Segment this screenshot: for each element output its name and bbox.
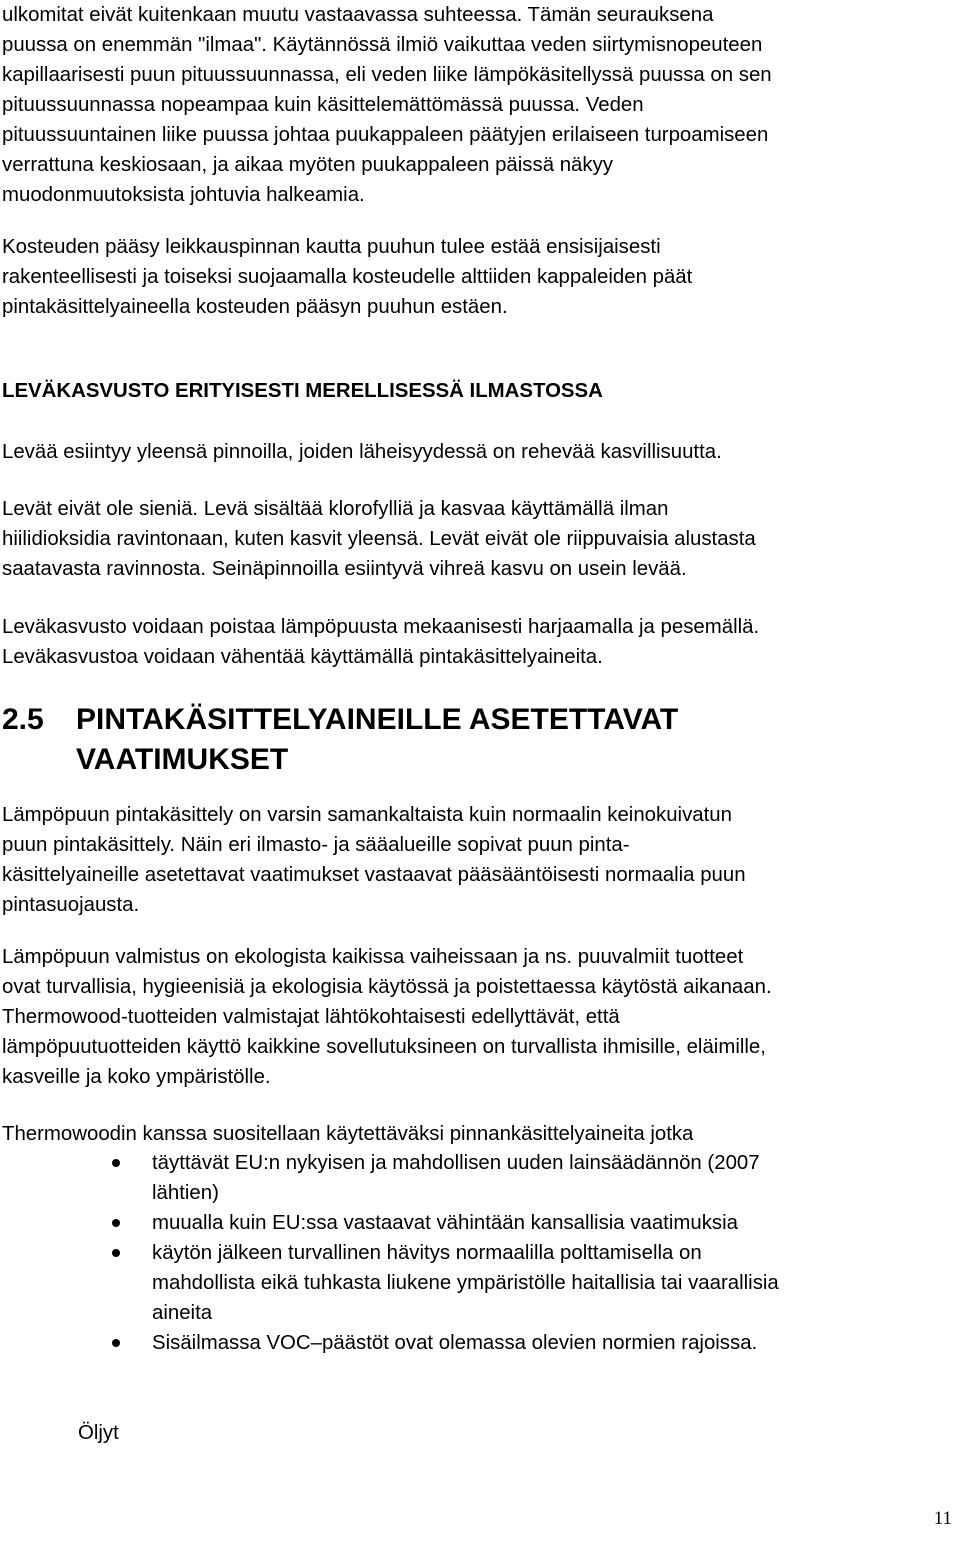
paragraph-wood-structure xyxy=(2,0,958,210)
text-line: hiilidioksidia ravintonaan, kuten kasvit yleensä. Levät eivät ole riippuvaisia alustasta xyxy=(2,528,756,550)
text-line: Leväkasvusto voidaan poistaa lämpöpuusta mekaanisesti harjaamalla ja pesemällä. xyxy=(2,616,760,638)
chapter-number: 2.5 xyxy=(2,703,44,736)
paragraph-moisture-protection xyxy=(2,232,958,322)
text-line: käytön jälkeen turvallinen hävitys normaalilla polttamisella on xyxy=(152,1242,702,1264)
paragraph-surface-treatment xyxy=(2,800,958,920)
paragraph-recommendation-intro xyxy=(2,1119,958,1149)
paragraph-algae-nature xyxy=(2,494,958,584)
paragraph-algae-occurrence xyxy=(2,437,958,467)
text-line: lämpöpuutuotteiden käyttö kaikkine sovellutuksineen on turvallista ihmisille, eläimille, xyxy=(2,1036,766,1058)
text-line: Levää esiintyy yleensä pinnoilla, joiden läheisyydessä on rehevää kasvillisuutta. xyxy=(2,441,722,463)
text-line: muualla kuin EU:ssa vastaavat vähintään kansallisia vaatimuksia xyxy=(152,1212,738,1234)
chapter-heading xyxy=(2,700,678,780)
text-line: kapillaarisesti puun pituussuunnassa, eli veden liike lämpökäsitellyssä puussa on sen xyxy=(2,64,772,86)
text-line: kasveille ja koko ympäristölle. xyxy=(2,1066,271,1088)
text-line: muodonmuutoksista johtuvia halkeamia. xyxy=(2,184,365,206)
text-line: lähtien) xyxy=(152,1182,219,1204)
list-item xyxy=(0,1208,779,1238)
text-line: verrattuna keskiosaan, ja aikaa myöten puukappaleen päissä näkyy xyxy=(2,154,613,176)
text-line: Leväkasvustoa voidaan vähentää käyttämällä pintakäsittelyaineita. xyxy=(2,646,603,668)
text-line: saatavasta ravinnosta. Seinäpinnoilla esiintyvä vihreä kasvu on usein levää. xyxy=(2,558,687,580)
text-line: Thermowood-tuotteiden valmistajat lähtökohtaisesti edellyttävät, että xyxy=(2,1006,620,1028)
bullet-icon xyxy=(112,1249,120,1257)
text-line: täyttävät EU:n nykyisen ja mahdollisen uuden lainsäädännön (2007 xyxy=(152,1152,760,1174)
list-item xyxy=(0,1238,779,1328)
bullet-icon xyxy=(112,1159,120,1167)
text-line: aineita xyxy=(152,1302,213,1324)
text-line: Kosteuden pääsy leikkauspinnan kautta puuhun tulee estää ensisijaisesti xyxy=(2,236,661,258)
paragraph-algae-removal xyxy=(2,612,958,672)
text-line: Levät eivät ole sieniä. Levä sisältää klorofylliä ja kasvaa käyttämällä ilman xyxy=(2,498,669,520)
text-line: Thermowoodin kanssa suositellaan käytettäväksi pinnankäsittelyaineita jotka xyxy=(2,1123,694,1145)
text-line: pituussuunnassa nopeampaa kuin käsittelemättömässä puussa. Veden xyxy=(2,94,644,116)
bullet-icon xyxy=(112,1339,120,1347)
text-line: Lämpöpuun pintakäsittely on varsin samankaltaista kuin normaalin keinokuivatun xyxy=(2,804,732,826)
text-line: ulkomitat eivät kuitenkaan muutu vastaavassa suhteessa. Tämän seurauksena xyxy=(2,4,714,26)
text-line: käsittelyaineille asetettavat vaatimukset vastaavat pääsääntöisesti normaalia puun xyxy=(2,864,746,886)
requirements-list xyxy=(0,1148,779,1358)
chapter-title-line2: VAATIMUKSET xyxy=(76,743,289,776)
text-line: pintasuojausta. xyxy=(2,894,140,916)
chapter-title-line1: PINTAKÄSITTELYAINEILLE ASETETTAVAT xyxy=(76,703,679,736)
text-line: puun pintakäsittely. Näin eri ilmasto- ja sääalueille sopivat puun pinta- xyxy=(2,834,630,856)
bullet-icon xyxy=(112,1219,120,1227)
text-line: puussa on enemmän "ilmaa". Käytännössä ilmiö vaikuttaa veden siirtymisnopeuteen xyxy=(2,34,763,56)
text-line: rakenteellisesti ja toiseksi suojaamalla kosteudelle alttiiden kappaleiden päät xyxy=(2,266,693,288)
text-line: Lämpöpuun valmistus on ekologista kaikissa vaiheissaan ja ns. puuvalmiit tuotteet xyxy=(2,946,744,968)
paragraph-ecology xyxy=(2,942,958,1092)
section-heading-algae: LEVÄKASVUSTO ERITYISESTI MERELLISESSÄ ILMASTOSSA xyxy=(2,380,603,402)
text-line: mahdollista eikä tuhkasta liukene ympäristölle haitallisia tai vaarallisia xyxy=(152,1272,779,1294)
page-number: 11 xyxy=(933,1508,952,1529)
text-line: pintakäsittelyaineella kosteuden pääsyn puuhun estäen. xyxy=(2,296,508,318)
text-line: Sisäilmassa VOC–päästöt ovat olemassa olevien normien rajoissa. xyxy=(152,1332,758,1354)
text-line: pituussuuntainen liike puussa johtaa puukappaleen päätyjen erilaiseen turpoamiseen xyxy=(2,124,769,146)
list-item xyxy=(0,1328,779,1358)
subheading-oljyt: Öljyt xyxy=(78,1422,119,1444)
text-line: ovat turvallisia, hygieenisiä ja ekologisia käytössä ja poistettaessa käytöstä aikanaan. xyxy=(2,976,772,998)
list-item xyxy=(0,1148,779,1208)
